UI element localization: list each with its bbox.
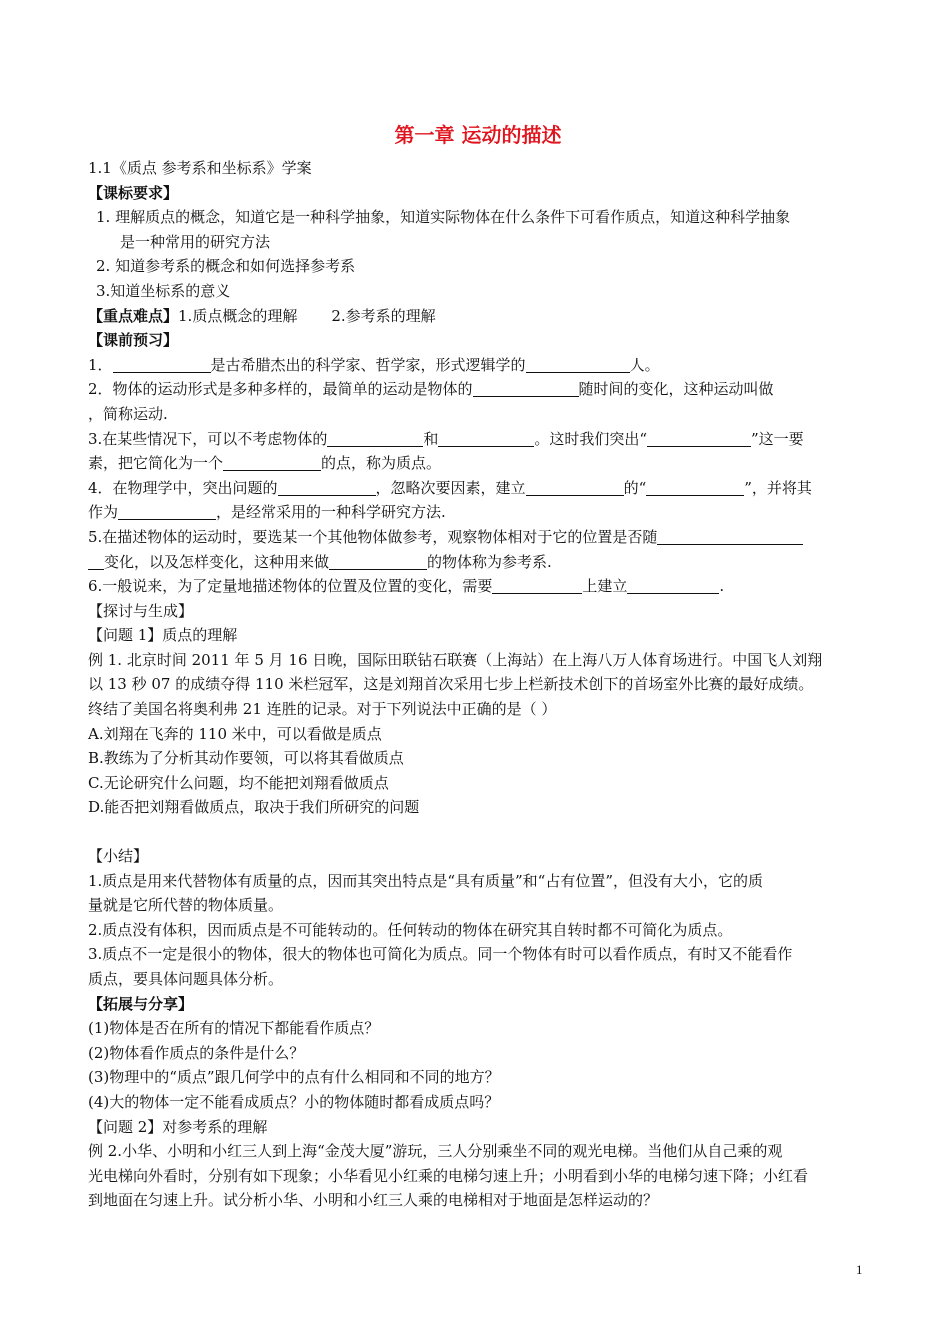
section-requirements: 【课标要求】 <box>88 183 179 202</box>
summary-3-cont: 质点，要具体问题具体分析。 <box>88 970 284 988</box>
extend-question-3: (3)物理中的“质点”跟几何学中的点有什么相同和不同的地方？ <box>88 1068 500 1087</box>
example-1-line-3: 终结了美国名将奥利弗 21 连胜的记录。对于下列说法中正确的是（ ） <box>88 700 557 719</box>
fill-blank[interactable] <box>329 553 427 570</box>
fill-blank[interactable] <box>492 577 582 594</box>
fill-blank[interactable] <box>647 430 751 447</box>
summary-1: 1.质点是用来代替物体有质量的点，因而其突出特点是“具有质量”和“占有位置”，但没有大小，它的质 <box>88 871 763 890</box>
fill-blank[interactable] <box>327 430 423 447</box>
preview-6: 6.一般说来，为了定量地描述物体的位置及位置的变化，需要 上建立 . <box>88 577 725 596</box>
fill-blank[interactable] <box>88 553 104 570</box>
extend-question-4: (4)大的物体一定不能看成质点？小的物体随时都看成质点吗？ <box>88 1092 500 1111</box>
keypoints-row <box>88 304 868 329</box>
example-1-line-2: 以 13 秒 07 的成绩夺得 110 米栏冠军，这是刘翔首次采用七步上栏新技术创下的首场室外比赛的最好成绩。 <box>88 675 814 694</box>
fill-blank[interactable] <box>646 479 744 496</box>
fill-blank[interactable] <box>627 577 719 594</box>
summary-3: 3.质点不一定是很小的物体，很大的物体也可简化为质点。同一个物体有时可以看作质点，有时又不能看作 <box>88 945 793 964</box>
preview-4-cont: 作为 ，是经常采用的一种科学研究方法. <box>88 503 446 522</box>
example-1-line-1: 例 1. 北京时间 2011 年 5 月 16 日晚，国际田联钻石联赛（上海站）在上海八万人体育场进行。中国飞人刘翔 <box>88 650 823 669</box>
example-2-line-2: 光电梯向外看时，分别有如下现象；小华看见小红乘的电梯匀速上升；小明看到小华的电梯匀速下降；小红看 <box>88 1166 809 1185</box>
keypoint-2: 2.参考系的理解 <box>331 306 436 325</box>
preview-3-cont: 素，把它简化为一个 的点，称为质点。 <box>88 454 442 473</box>
preview-2-cont: ，简称运动. <box>88 404 168 423</box>
requirement-3: 3.知道坐标系的意义 <box>96 281 231 300</box>
extend-question-2: (2)物体看作质点的条件是什么？ <box>88 1043 305 1062</box>
question-2-heading: 【问题 2】对参考系的理解 <box>88 1117 268 1136</box>
fill-blank[interactable] <box>113 356 211 373</box>
preview-4: 4．在物理学中，突出问题的 ，忽略次要因素，建立 的“ ”，并将其 <box>88 478 812 497</box>
chapter-title: 第一章 运动的描述 <box>394 123 562 147</box>
preview-2: 2．物体的运动形式是多种多样的，最简单的运动是物体的 随时间的变化，这种运动叫做 <box>88 380 774 399</box>
question-1-heading: 【问题 1】质点的理解 <box>88 626 238 645</box>
fill-blank[interactable] <box>657 528 803 545</box>
requirement-1 <box>88 205 868 230</box>
option-d: D.能否把刘翔看做质点，取决于我们所研究的问题 <box>88 798 420 817</box>
preview-5: 5.在描述物体的运动时，要选某一个其他物体做参考，观察物体相对于它的位置是否随 <box>88 525 868 550</box>
requirement-1-text: 理解质点的概念，知道它是一种科学抽象，知道实际物体在什么条件下可看作质点，知道这种科学抽象 <box>115 208 791 227</box>
fill-blank[interactable] <box>223 454 321 471</box>
example-2-line-1: 例 2.小华、小明和小红三人到上海“金茂大厦”游玩，三人分别乘坐不同的观光电梯。当他们从自己乘的观 <box>88 1142 783 1161</box>
page-number: 1 <box>856 1262 863 1277</box>
fill-blank[interactable] <box>473 380 579 397</box>
extend-question-1: (1)物体是否在所有的情况下都能看作质点？ <box>88 1019 380 1038</box>
fill-blank[interactable] <box>118 503 216 520</box>
section-summary: 【小结】 <box>88 847 149 866</box>
fill-blank[interactable] <box>278 479 376 496</box>
keypoint-1: 1.质点概念的理解 <box>178 306 298 325</box>
preview-1: 1． 是古希腊杰出的科学家、哲学家，形式逻辑学的 人。 <box>88 355 660 374</box>
option-b: B.教练为了分析其动作要领，可以将其看做质点 <box>88 749 404 768</box>
requirement-1-num: 1. <box>96 208 111 227</box>
option-c: C.无论研究什么问题，均不能把刘翔看做质点 <box>88 773 389 792</box>
fill-blank[interactable] <box>526 479 624 496</box>
requirement-1-cont: 是一种常用的研究方法 <box>120 232 271 251</box>
section-explore: 【探讨与生成】 <box>88 601 194 620</box>
section-keypoints: 【重点难点】 <box>88 306 179 325</box>
example-2-line-3: 到地面在匀速上升。试分析小华、小明和小红三人乘的电梯相对于地面是怎样运动的？ <box>88 1191 659 1210</box>
option-a: A.刘翔在飞奔的 110 米中，可以看做是质点 <box>88 724 382 743</box>
summary-1-cont: 量就是它所代替的物体质量。 <box>88 896 284 915</box>
lesson-subtitle: 1.1《质点 参考系和坐标系》学案 <box>88 159 312 177</box>
requirement-2: 2. 知道参考系的概念和如何选择参考系 <box>96 257 356 276</box>
preview-3: 3.在某些情况下，可以不考虑物体的 和 。这时我们突出“ ”这一要 <box>88 429 804 448</box>
section-preview: 【课前预习】 <box>88 331 179 350</box>
preview-5-cont: 变化，以及怎样变化，这种用来做 的物体称为参考系. <box>88 550 868 575</box>
fill-blank[interactable] <box>438 430 534 447</box>
fill-blank[interactable] <box>526 356 630 373</box>
worksheet-page <box>88 118 868 1213</box>
section-extend: 【拓展与分享】 <box>88 994 194 1013</box>
summary-2: 2.质点没有体积，因而质点是不可能转动的。任何转动的物体在研究其自转时都不可简化为质点。 <box>88 920 733 939</box>
